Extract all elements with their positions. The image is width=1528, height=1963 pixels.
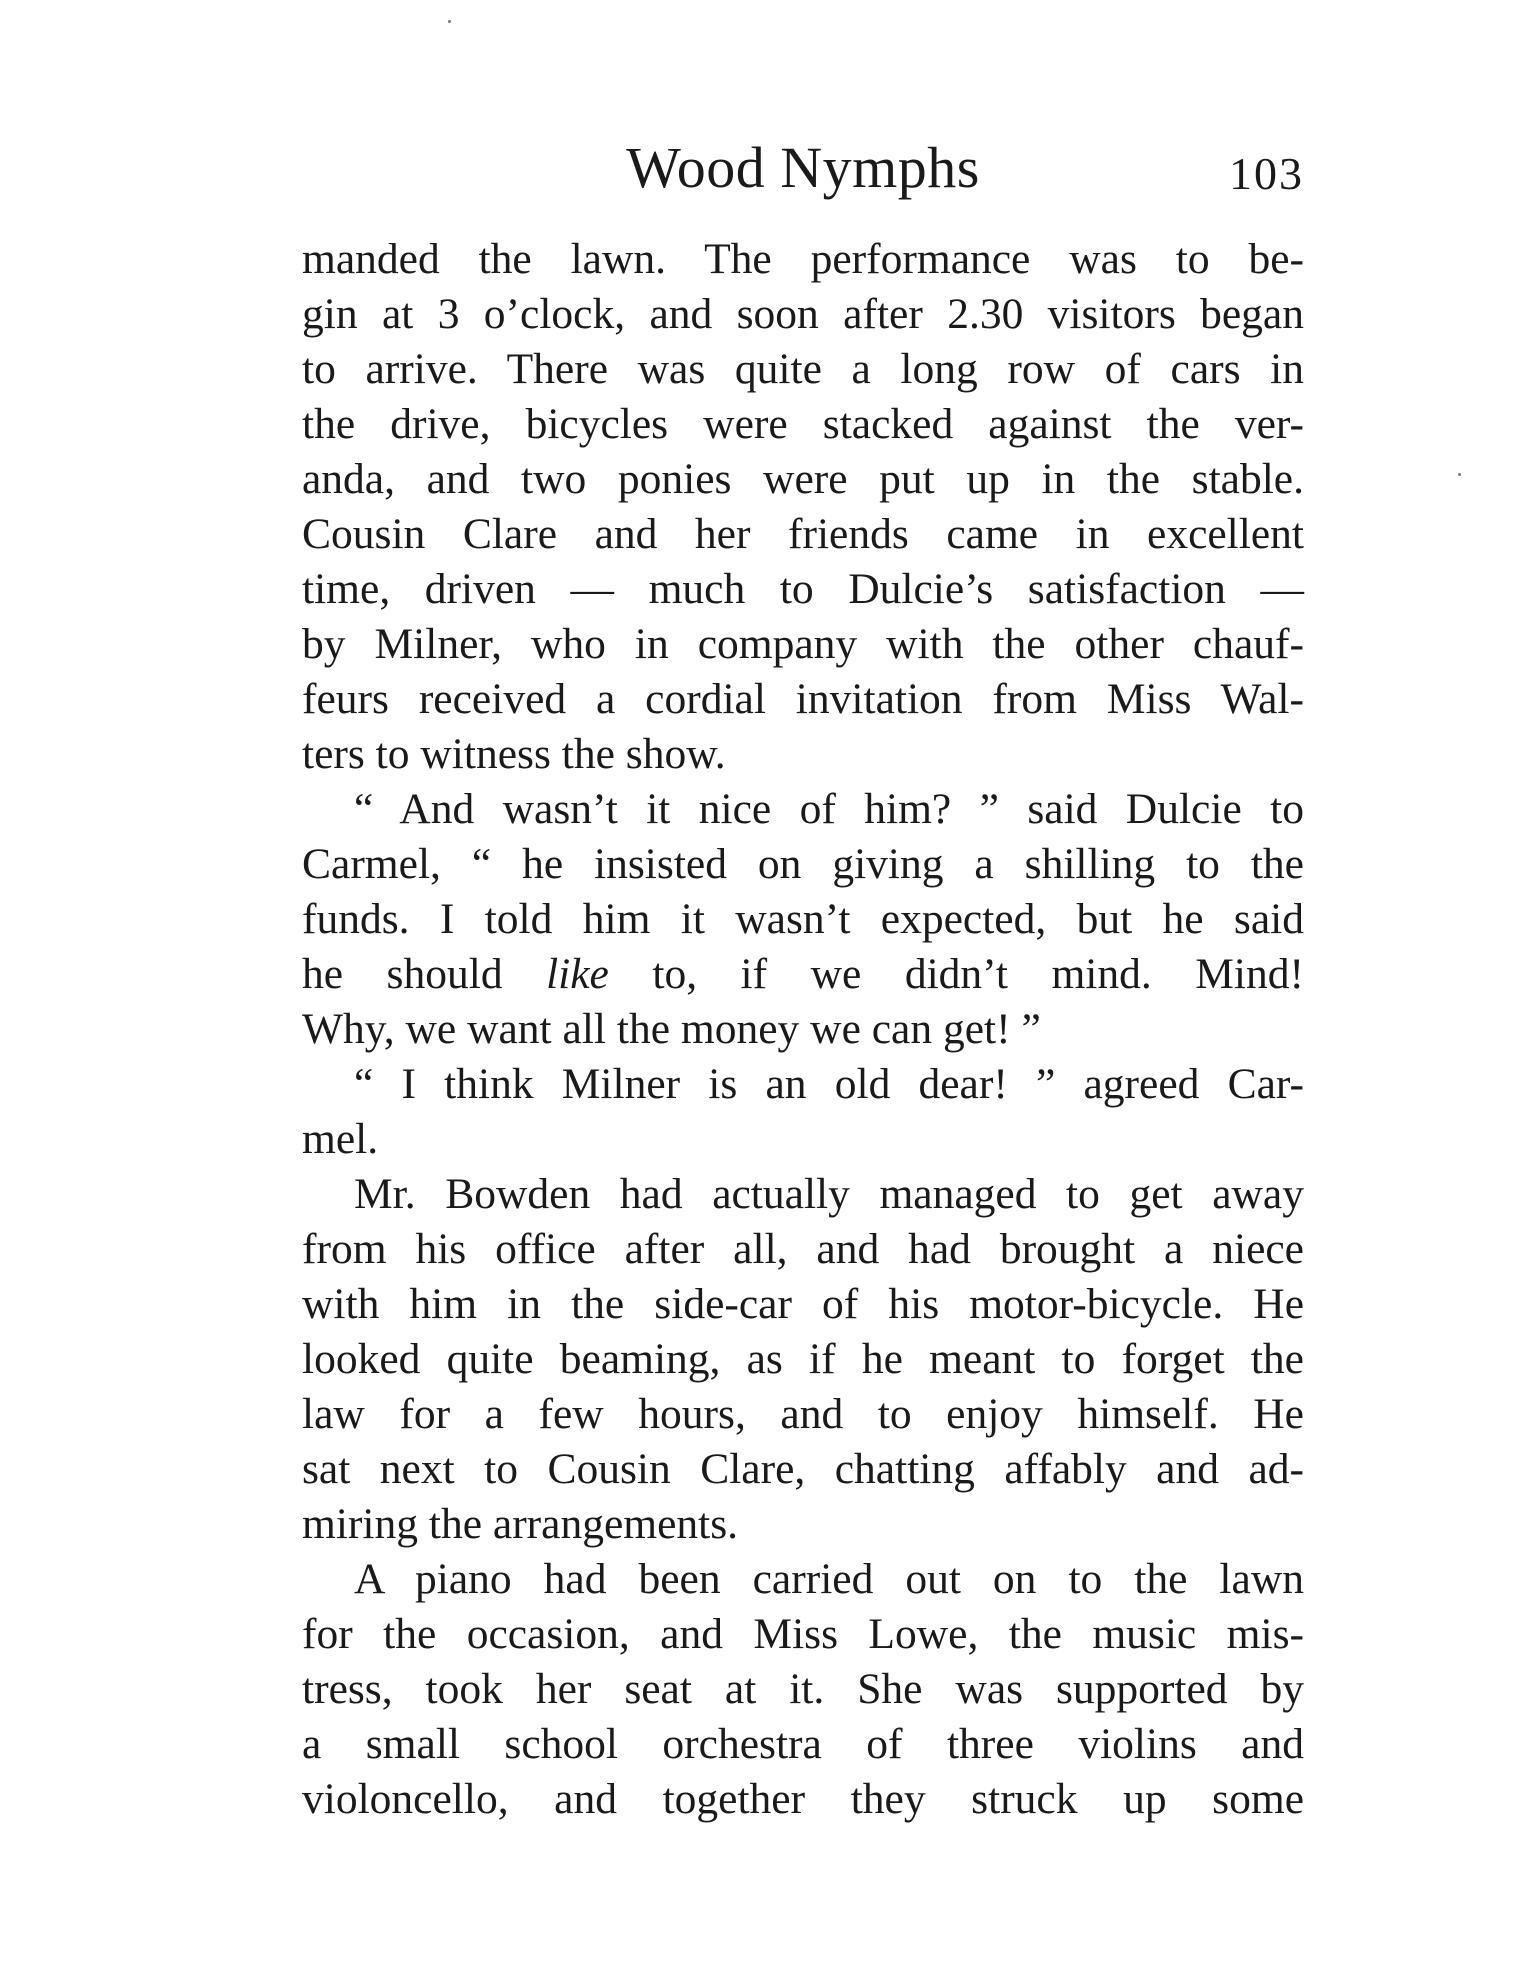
text-line: anda, and two ponies were put up in the stable. xyxy=(302,455,1304,503)
text-line: Carmel, “ he insisted on giving a shilling to the xyxy=(302,840,1304,888)
paragraph-2 xyxy=(302,782,1304,1057)
text-line: gin at 3 o’clock, and soon after 2.30 visitors began xyxy=(302,290,1304,338)
text-line: Mr. Bowden had actually managed to get away xyxy=(354,1170,1304,1218)
text-run: to, if we didn’t mind. Mind! xyxy=(608,950,1304,998)
paragraph-4 xyxy=(302,1167,1304,1552)
text-line xyxy=(302,947,1304,1002)
text-line: ters to witness the show. xyxy=(302,730,726,778)
text-line: by Milner, who in company with the other chauf- xyxy=(302,620,1304,668)
text-line: A piano had been carried out on to the lawn xyxy=(354,1555,1304,1603)
page-number: 103 xyxy=(1229,148,1304,199)
text-line: the drive, bicycles were stacked against the ver- xyxy=(302,400,1304,448)
text-line: a small school orchestra of three violins and xyxy=(302,1720,1304,1768)
text-line: funds. I told him it wasn’t expected, but he said xyxy=(302,895,1304,943)
text-line: Why, we want all the money we can get! ” xyxy=(302,1005,1041,1053)
text-line: feurs received a cordial invitation from Miss Wal- xyxy=(302,675,1304,723)
body-text xyxy=(302,232,1304,1827)
text-line: Cousin Clare and her friends came in excellent xyxy=(302,510,1304,558)
italic-word: like xyxy=(546,950,609,998)
text-line: from his office after all, and had brought a niece xyxy=(302,1225,1304,1273)
text-line: mel. xyxy=(302,1115,379,1163)
text-line: for the occasion, and Miss Lowe, the music mis- xyxy=(302,1610,1304,1658)
paragraph-3 xyxy=(302,1057,1304,1167)
text-line: time, driven — much to Dulcie’s satisfaction — xyxy=(302,565,1304,613)
text-line: “ And wasn’t it nice of him? ” said Dulcie to xyxy=(354,785,1304,833)
text-line: looked quite beaming, as if he meant to forget the xyxy=(302,1335,1304,1383)
paper-speck xyxy=(448,20,451,23)
running-head xyxy=(302,128,1304,208)
text-line: violoncello, and together they struck up some xyxy=(302,1775,1304,1823)
text-run: he should xyxy=(302,950,547,998)
text-line: manded the lawn. The performance was to be- xyxy=(302,235,1304,283)
running-title: Wood Nymphs xyxy=(626,135,980,200)
text-line: with him in the side-car of his motor-bicycle. He xyxy=(302,1280,1304,1328)
text-line: “ I think Milner is an old dear! ” agreed Car- xyxy=(354,1060,1304,1108)
paragraph-5 xyxy=(302,1552,1304,1827)
text-line: to arrive. There was quite a long row of cars in xyxy=(302,345,1304,393)
text-line: tress, took her seat at it. She was supported by xyxy=(302,1665,1304,1713)
paper-speck xyxy=(1458,473,1461,476)
text-line: law for a few hours, and to enjoy himself. He xyxy=(302,1390,1304,1438)
text-line: miring the arrangements. xyxy=(302,1500,739,1548)
paragraph-1 xyxy=(302,232,1304,782)
text-line: sat next to Cousin Clare, chatting affably and ad- xyxy=(302,1445,1304,1493)
